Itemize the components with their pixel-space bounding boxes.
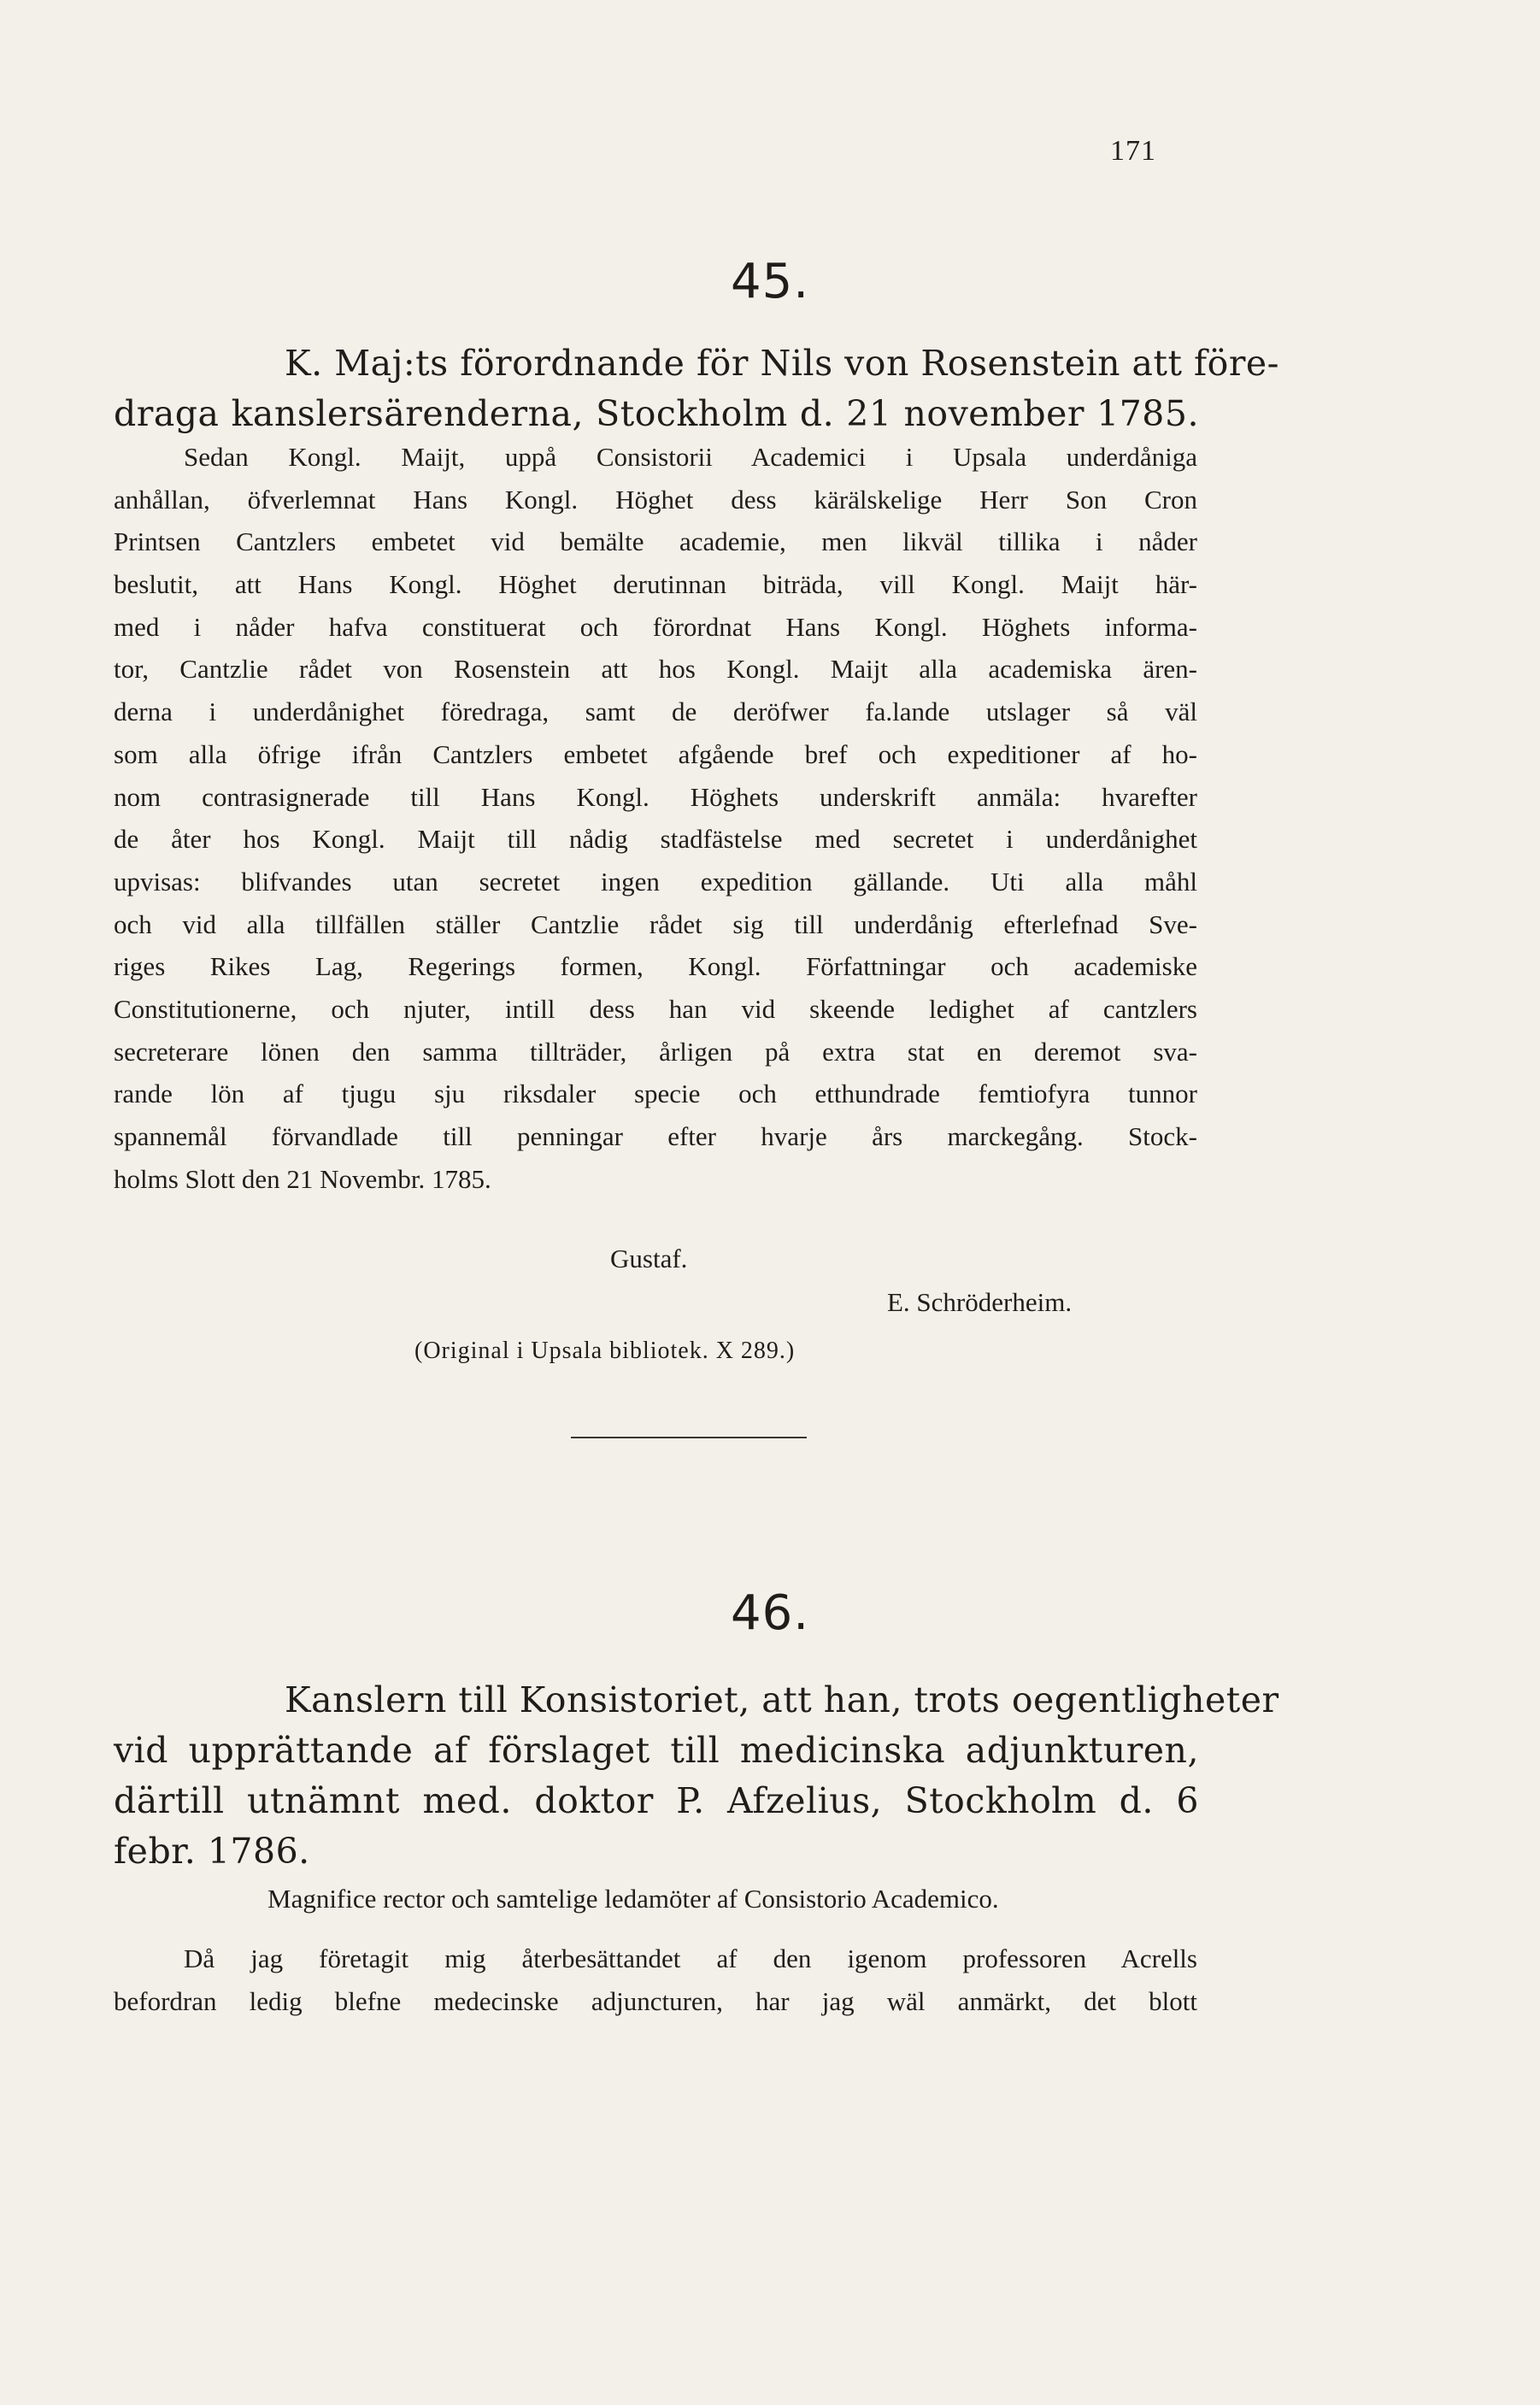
- document-45-body: [114, 436, 1197, 1200]
- section-divider: [571, 1437, 807, 1438]
- document-number-45: 45.: [730, 254, 810, 309]
- body-line: tor, Cantzlie rådet von Rosenstein att hos Kongl. Maijt alla academiska ären-: [114, 654, 1197, 685]
- title-line: K. Maj:ts förordnande för Nils von Rosenstein att före-: [285, 343, 1280, 384]
- document-46-title: [114, 1675, 1279, 1877]
- signature-schroderheim: E. Schröderheim.: [887, 1287, 1073, 1317]
- body-line: spannemål förvandlade till penningar efter hvarje års marckegång. Stock-: [114, 1121, 1197, 1151]
- body-line: och vid alla tillfällen ställer Cantzlie rådet sig till underdånig efterlefnad Sve-: [114, 908, 1197, 939]
- body-line: med i nåder hafva constituerat och förordnat Hans Kongl. Höghets informa-: [114, 611, 1197, 642]
- body-line: Printsen Cantzlers embetet vid bemälte academie, men likväl tillika i nåder: [114, 526, 1197, 557]
- body-line: beslutit, att Hans Kongl. Höghet derutinnan biträda, vill Kongl. Maijt här-: [114, 569, 1197, 600]
- document-number-46: 46.: [730, 1585, 810, 1641]
- title-line: draga kanslersärenderna, Stockholm d. 21 november 1785.: [114, 393, 1199, 434]
- body-line: befordran ledig blefne medecinske adjuncturen, har jag wäl anmärkt, det blott: [114, 1985, 1197, 2016]
- body-line: rande lön af tjugu sju riksdaler specie och etthundrade femtiofyra tunnor: [114, 1079, 1197, 1109]
- body-line: de åter hos Kongl. Maijt till nådig stadfästelse med secretet i underdånighet: [114, 824, 1197, 855]
- document-45-title: [114, 338, 1280, 439]
- page-number: 171: [1110, 135, 1156, 167]
- body-line: Constitutionerne, och njuter, intill dess han vid skeende ledighet af cantzlers: [114, 993, 1197, 1024]
- title-line: vid upprättande af förslaget till medicinska adjunkturen,: [114, 1730, 1199, 1771]
- body-line: derna i underdånighet föredraga, samt de deröfwer fa.lande utslager så väl: [114, 697, 1197, 727]
- body-line: holms Slott den 21 Novembr. 1785.: [114, 1163, 491, 1194]
- body-line: riges Rikes Lag, Regerings formen, Kongl. Författningar och academiske: [114, 951, 1197, 982]
- body-line: secreterare lönen den samma tillträder, årligen på extra stat en deremot sva-: [114, 1036, 1197, 1067]
- title-line: Kanslern till Konsistoriet, att han, trots oegentligheter: [285, 1679, 1279, 1720]
- title-line: febr. 1786.: [114, 1831, 310, 1872]
- source-note: (Original i Upsala bibliotek. X 289.): [414, 1338, 796, 1364]
- document-46-body: [114, 1938, 1197, 2022]
- title-line: därtill utnämnt med. doktor P. Afzelius, Stockholm d. 6: [114, 1780, 1199, 1821]
- salutation: Magnifice rector och samtelige ledamöter af Consistorio Academico.: [267, 1884, 999, 1914]
- body-line: som alla öfrige ifrån Cantzlers embetet afgående bref och expeditioner af ho-: [114, 738, 1197, 769]
- body-line: Sedan Kongl. Maijt, uppå Consistorii Academici i Upsala underdåniga: [184, 442, 1197, 472]
- body-line: upvisas: blifvandes utan secretet ingen expedition gällande. Uti alla måhl: [114, 866, 1197, 897]
- signature-gustaf: Gustaf.: [610, 1244, 688, 1273]
- body-line: nom contrasignerade till Hans Kongl. Höghets underskrift anmäla: hvarefter: [114, 781, 1197, 812]
- body-line: Då jag företagit mig återbesättandet af den igenom professoren Acrells: [184, 1943, 1197, 1973]
- body-line: anhållan, öfverlemnat Hans Kongl. Höghet dess kärälskelige Herr Son Cron: [114, 484, 1197, 515]
